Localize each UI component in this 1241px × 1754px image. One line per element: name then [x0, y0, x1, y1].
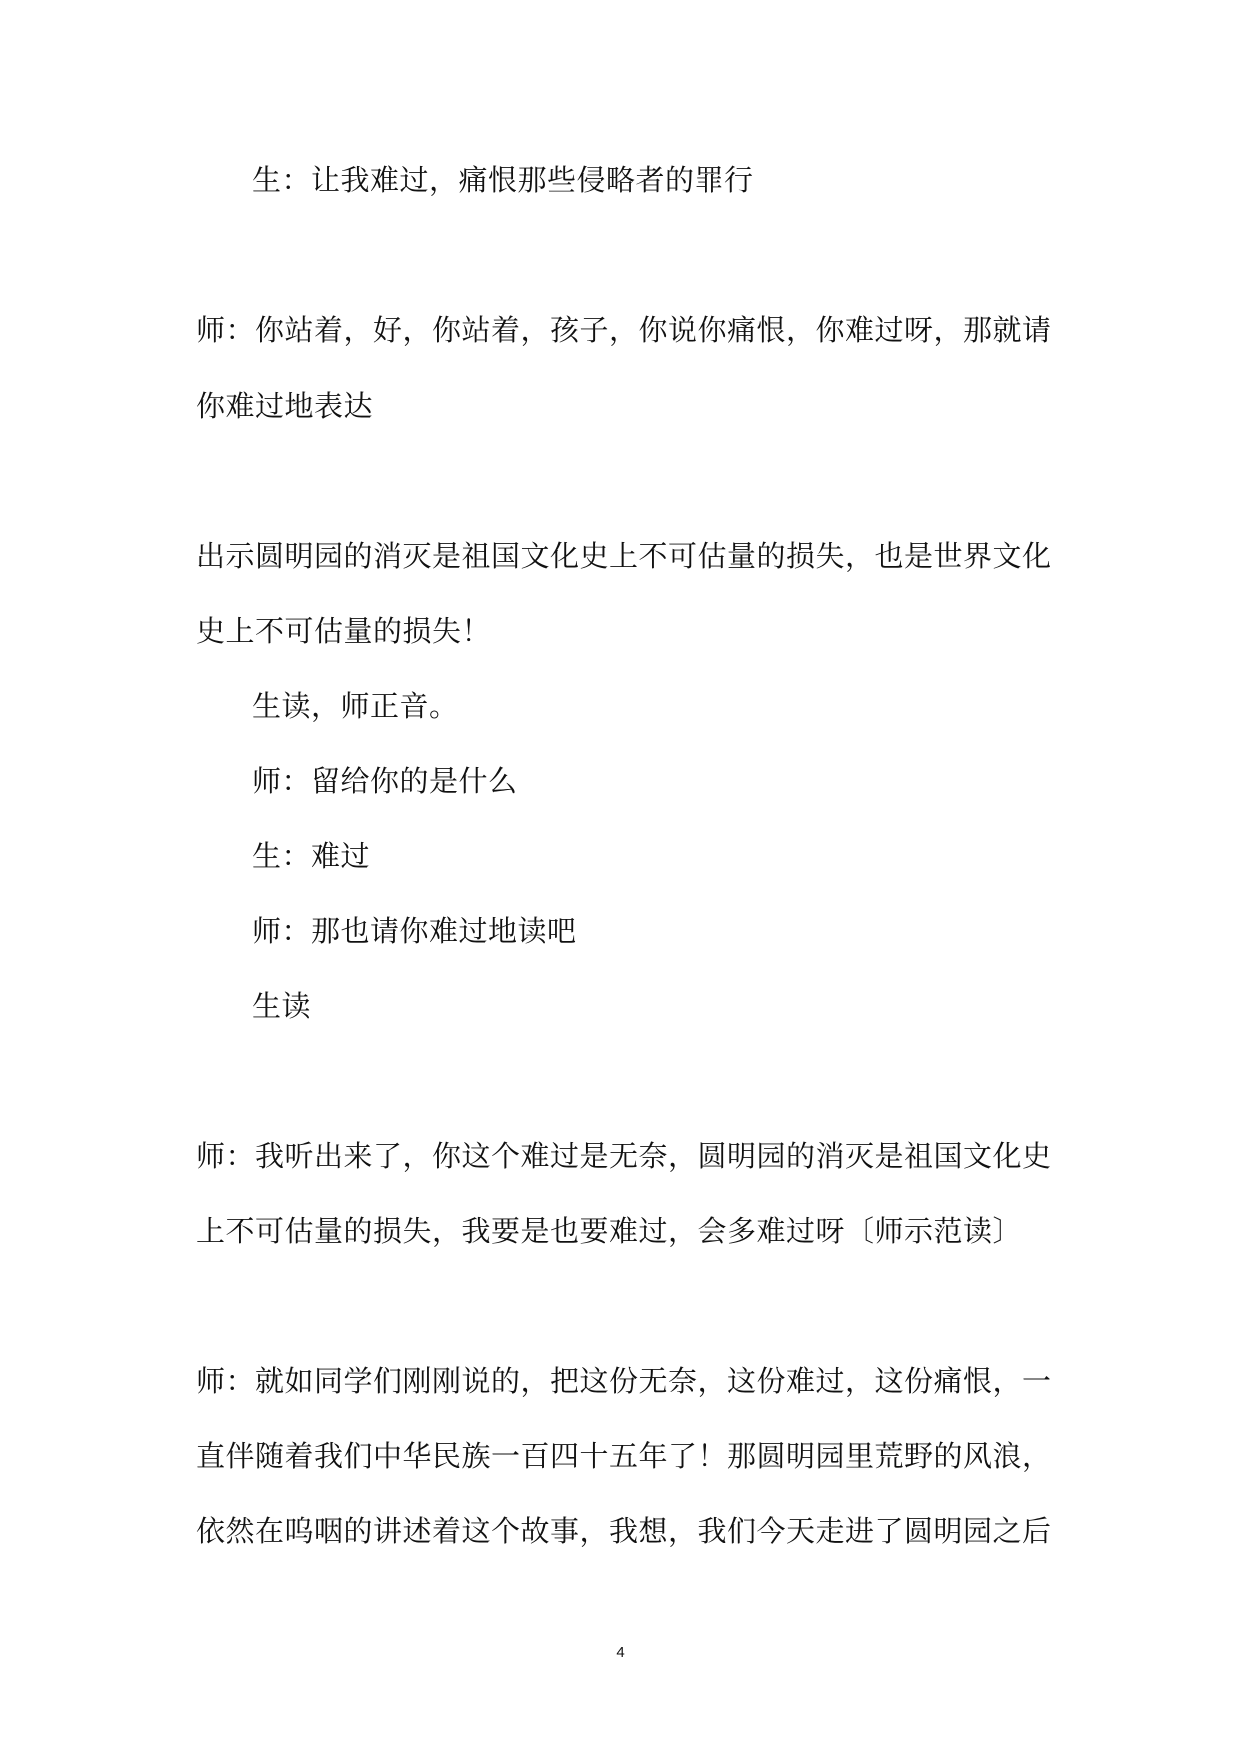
paragraph-line: 直伴随着我们中华民族一百四十五年了！那圆明园里荒野的风浪， — [196, 1439, 1052, 1473]
paragraph-line: 生读，师正音。 — [252, 689, 459, 723]
paragraph-line: 师：那也请你难过地读吧 — [252, 914, 577, 948]
paragraph-line: 你难过地表达 — [196, 389, 374, 423]
paragraph-line: 出示圆明园的消灭是祖国文化史上不可估量的损失，也是世界文化 — [196, 539, 1052, 573]
paragraph-line: 师：你站着，好，你站着，孩子，你说你痛恨，你难过呀，那就请 — [196, 313, 1052, 347]
paragraph-line: 师：留给你的是什么 — [252, 764, 518, 798]
page-number: 4 — [616, 1644, 625, 1661]
paragraph-line: 师：就如同学们刚刚说的，把这份无奈，这份难过，这份痛恨，一 — [196, 1364, 1052, 1398]
paragraph-line: 师：我听出来了，你这个难过是无奈，圆明园的消灭是祖国文化史 — [196, 1139, 1052, 1173]
paragraph-line: 生读 — [252, 989, 312, 1023]
paragraph-line: 史上不可估量的损失！ — [196, 614, 492, 648]
paragraph-line: 上不可估量的损失，我要是也要难过，会多难过呀〔师示范读〕 — [196, 1214, 1023, 1248]
paragraph-line: 生：让我难过，痛恨那些侵略者的罪行 — [252, 163, 754, 197]
paragraph-line: 生：难过 — [252, 839, 371, 873]
paragraph-line: 依然在呜咽的讲述着这个故事，我想，我们今天走进了圆明园之后 — [196, 1514, 1052, 1548]
